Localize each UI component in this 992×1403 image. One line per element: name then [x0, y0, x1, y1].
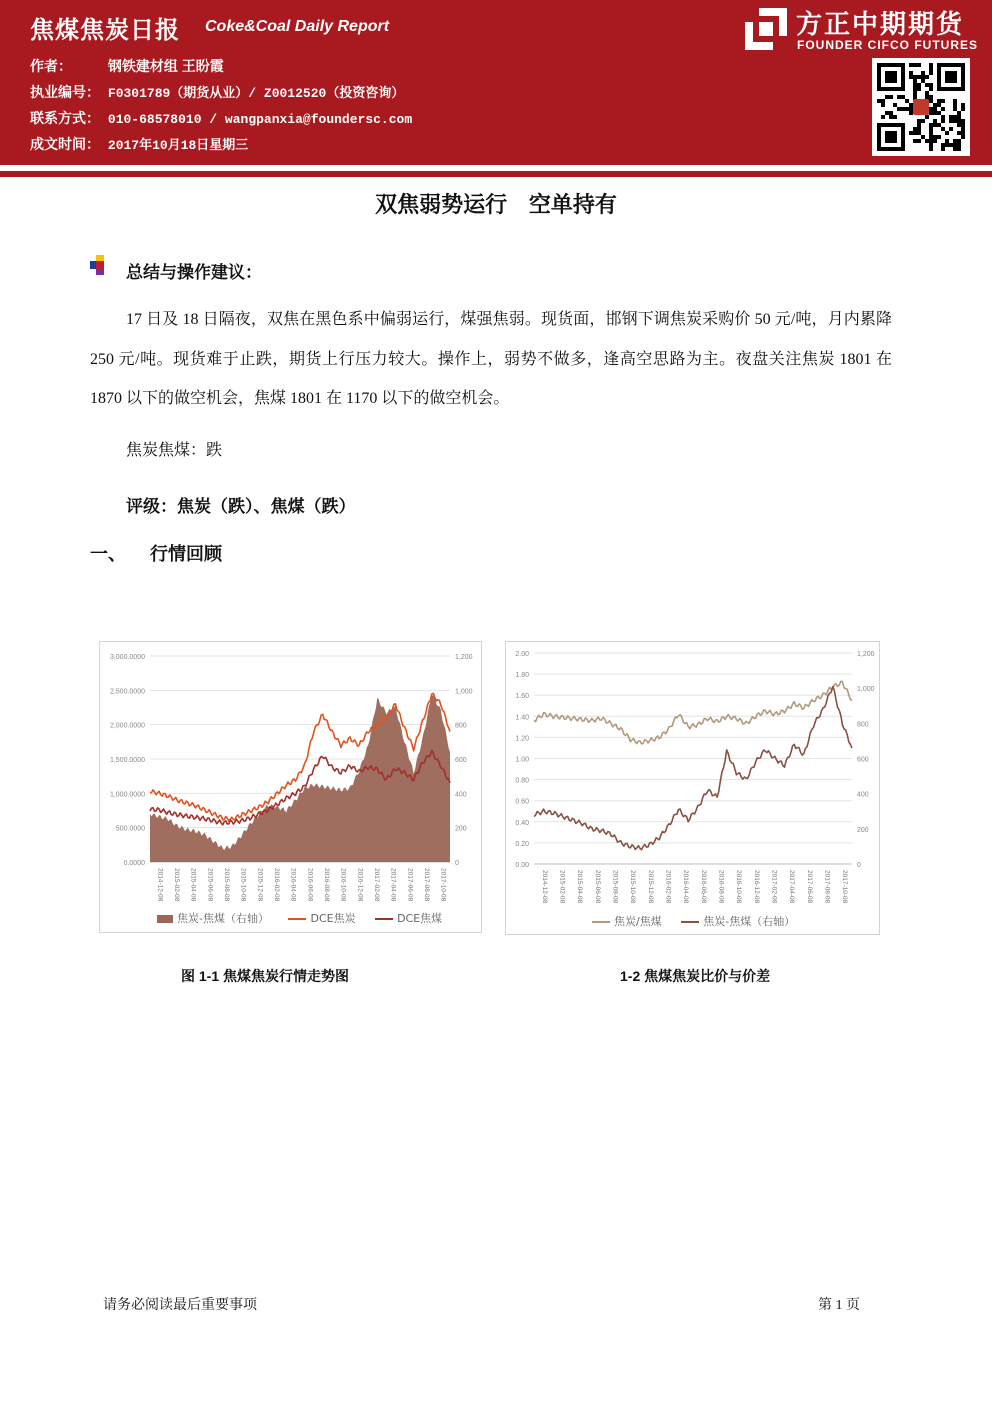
qr-module	[925, 139, 929, 143]
qr-module	[941, 119, 945, 123]
qr-module	[909, 111, 913, 115]
qr-module	[957, 123, 961, 127]
qr-module	[913, 75, 917, 79]
x-tick-label: 2014-12-08	[540, 870, 548, 904]
qr-module	[949, 119, 953, 123]
x-tick-label: 2015-06-08	[206, 868, 214, 902]
section-bullet-icon	[90, 255, 110, 275]
date-row	[30, 134, 248, 154]
qr-finder-core	[945, 71, 957, 83]
summary-paragraph: 17 日及 18 日隔夜，双焦在黑色系中偏弱运行，煤强焦弱。现货面，邯钢下调焦炭采购价 50 元/吨，月内累降 250 元/吨。现货难于止跌，期货上行压力较大。操作上，弱势不做多，逢高空思路为主。夜盘关注焦炭 1801 在 1870 以下的做空机会，焦煤 1801 在 1170 以下的做空机会。	[90, 311, 892, 407]
qr-module	[913, 139, 917, 143]
qr-module	[909, 107, 913, 111]
qr-module	[925, 83, 929, 87]
chart-1-legend	[157, 910, 458, 926]
qr-module	[945, 139, 949, 143]
qr-module	[929, 99, 933, 103]
qr-module	[929, 111, 933, 115]
brand-name-cn: 方正中期期货	[796, 10, 965, 40]
qr-module	[961, 119, 965, 123]
y-left-tick-label: 1.00	[515, 756, 529, 764]
qr-module	[901, 95, 905, 99]
qr-module	[913, 87, 917, 91]
x-tick-label: 2017-08-08	[423, 868, 430, 902]
legend-swatch	[592, 921, 610, 923]
qr-module	[937, 111, 941, 115]
license-label: 执业编号：	[30, 84, 100, 100]
x-tick-label: 2015-04-08	[576, 870, 584, 904]
qr-module	[889, 95, 893, 99]
qr-module	[925, 75, 929, 79]
qr-module	[917, 131, 921, 135]
x-tick-label: 2017-10-08	[439, 868, 447, 902]
y-right-tick-label: 1,200	[455, 654, 473, 661]
x-tick-label: 2015-12-08	[646, 870, 654, 904]
x-tick-label: 2016-10-08	[339, 868, 347, 902]
y-left-tick-label: 2,000.0000	[109, 722, 145, 730]
qr-module	[893, 115, 897, 119]
qr-module	[881, 99, 885, 103]
chart-ratio-spread	[505, 641, 880, 935]
qr-module	[929, 139, 933, 143]
chart-2-legend	[592, 913, 811, 929]
chart-1-plot	[100, 642, 481, 932]
author-label: 作者：	[30, 58, 72, 74]
qr-module	[917, 119, 921, 123]
legend-label: DCE焦煤	[397, 912, 443, 925]
qr-code-icon	[872, 58, 970, 156]
x-tick-label: 2017-02-08	[373, 868, 380, 902]
x-tick-label: 2016-12-08	[752, 870, 760, 904]
qr-module	[913, 127, 917, 131]
page-number: 第 1 页	[818, 1298, 860, 1313]
x-tick-label: 2014-12-08	[156, 868, 164, 902]
y-right-tick-label: 800	[455, 722, 467, 730]
date-value: 2017年10月18日星期三	[107, 138, 249, 153]
qr-module	[925, 115, 929, 119]
qr-module	[933, 123, 937, 127]
qr-module	[945, 143, 949, 147]
y-right-tick-label: 1,000	[455, 688, 473, 696]
x-tick-label: 2016-04-08	[682, 870, 690, 904]
qr-module	[929, 95, 933, 99]
y-left-tick-label: 0.00	[515, 862, 529, 869]
legend-item-spread	[681, 913, 795, 929]
qr-module	[909, 75, 913, 79]
qr-module	[909, 63, 913, 67]
y-right-tick-label: 0	[857, 862, 861, 869]
legend-swatch	[157, 915, 173, 923]
qr-module	[953, 115, 957, 119]
qr-module	[937, 99, 941, 103]
x-tick-label: 2016-08-08	[717, 870, 725, 904]
x-tick-label: 2016-08-08	[323, 868, 330, 902]
brand-name-en: FOUNDER CIFCO FUTURES	[797, 38, 978, 52]
y-right-tick-label: 0	[455, 860, 459, 867]
qr-module	[917, 63, 921, 67]
x-tick-label: 2016-06-08	[306, 868, 314, 902]
qr-module	[949, 143, 953, 147]
series-line-1	[534, 687, 852, 850]
qr-module	[917, 123, 921, 127]
qr-module	[953, 107, 957, 111]
qr-module	[949, 127, 953, 131]
qr-module	[953, 103, 957, 107]
qr-module	[921, 119, 925, 123]
main-title: 双焦弱势运行 空单持有	[375, 193, 617, 218]
qr-module	[925, 91, 929, 95]
qr-module	[917, 127, 921, 131]
qr-module	[885, 111, 889, 115]
qr-finder-core	[885, 131, 897, 143]
qr-module	[953, 119, 957, 123]
y-right-tick-label: 800	[857, 721, 869, 729]
qr-module	[953, 99, 957, 103]
qr-module	[929, 131, 933, 135]
qr-module	[929, 123, 933, 127]
y-left-tick-label: 1.80	[515, 672, 529, 680]
qr-module	[941, 143, 945, 147]
y-left-tick-label: 0.60	[515, 798, 529, 806]
qr-module	[877, 99, 881, 103]
qr-module	[893, 103, 897, 107]
legend-swatch	[288, 918, 306, 920]
y-left-tick-label: 1,500.0000	[109, 757, 145, 764]
y-left-tick-label: 0.0000	[123, 860, 145, 867]
qr-module	[917, 87, 921, 91]
qr-module	[929, 71, 933, 75]
qr-module	[881, 103, 885, 107]
qr-module	[933, 103, 937, 107]
y-left-tick-label: 3,000.0000	[109, 654, 145, 661]
author-row	[30, 56, 224, 76]
x-tick-label: 2017-02-08	[770, 870, 778, 904]
x-tick-label: 2015-08-08	[611, 870, 619, 904]
section-heading-market-review	[90, 540, 222, 566]
qr-module	[933, 135, 937, 139]
y-right-tick-label: 600	[857, 756, 869, 764]
qr-module	[961, 107, 965, 111]
x-tick-label: 2015-06-08	[593, 870, 601, 904]
y-right-tick-label: 1,000	[857, 686, 875, 694]
x-tick-label: 2015-08-08	[223, 868, 230, 902]
y-left-tick-label: 1,000.0000	[109, 791, 145, 799]
series-line-0	[534, 681, 852, 744]
qr-module	[941, 115, 945, 119]
license-row	[30, 82, 404, 102]
qr-module	[909, 71, 913, 75]
qr-module	[937, 103, 941, 107]
qr-module	[929, 63, 933, 67]
chart-2-plot	[506, 642, 879, 934]
x-tick-label: 2017-06-08	[805, 870, 813, 904]
qr-module	[929, 67, 933, 71]
legend-item-coke	[288, 910, 355, 926]
qr-module	[929, 135, 933, 139]
qr-module	[941, 147, 945, 151]
y-right-tick-label: 400	[455, 791, 467, 799]
rating-line: 评级：焦炭（跌）、焦煤（跌）	[126, 497, 356, 517]
qr-module	[921, 79, 925, 83]
x-tick-label: 2016-02-08	[664, 870, 672, 904]
qr-module	[933, 107, 937, 111]
qr-module	[913, 91, 917, 95]
x-tick-label: 2017-04-08	[788, 870, 796, 904]
qr-module	[897, 95, 901, 99]
y-right-tick-label: 200	[857, 826, 869, 834]
x-tick-label: 2016-10-08	[735, 870, 743, 904]
y-right-tick-label: 600	[455, 757, 467, 764]
qr-module	[957, 139, 961, 143]
qr-module	[937, 123, 941, 127]
legend-label: 焦炭/焦煤	[614, 915, 662, 928]
x-tick-label: 2017-06-08	[406, 868, 414, 902]
section-title: 行情回顾	[150, 544, 222, 565]
qr-module	[957, 131, 961, 135]
contact-value: 010-68578010 / wangpanxia@foundersc.com	[107, 112, 413, 127]
qr-module	[921, 135, 925, 139]
qr-module	[933, 119, 937, 123]
qr-module	[929, 107, 933, 111]
y-left-tick-label: 0.80	[515, 777, 529, 785]
qr-module	[961, 127, 965, 131]
license-value: F0301789（期货从业）/ Z0012520（投资咨询）	[107, 86, 405, 101]
legend-item-coal	[375, 910, 442, 926]
qr-module	[889, 115, 893, 119]
outlook-line: 焦炭焦煤：跌	[126, 442, 223, 459]
qr-module	[917, 139, 921, 143]
qr-module	[957, 115, 961, 119]
qr-module	[929, 83, 933, 87]
qr-module	[961, 103, 965, 107]
x-tick-label: 2017-08-08	[823, 870, 831, 904]
series-area-0	[150, 695, 450, 862]
qr-module	[913, 79, 917, 83]
contact-label: 联系方式：	[30, 110, 100, 126]
qr-module	[905, 107, 909, 111]
qr-module	[909, 131, 913, 135]
qr-module	[929, 147, 933, 151]
author-value: 钢铁建材组 王盼霞	[107, 58, 224, 74]
legend-swatch	[375, 918, 393, 920]
qr-module	[941, 99, 945, 103]
chart-1-caption: 图 1-1 焦煤焦炭行情走势图	[181, 968, 350, 984]
x-tick-label: 2015-10-08	[239, 868, 247, 902]
qr-module	[921, 71, 925, 75]
qr-module	[913, 63, 917, 67]
qr-module	[885, 95, 889, 99]
brand-logo-icon	[745, 8, 787, 50]
legend-item-spread	[157, 910, 269, 926]
x-tick-label: 2015-12-08	[256, 868, 264, 902]
qr-module	[913, 95, 917, 99]
x-tick-label: 2016-12-08	[356, 868, 364, 902]
legend-label: 焦炭-焦煤（右轴）	[177, 912, 269, 925]
qr-module	[929, 87, 933, 91]
report-title-en: Coke&Coal Daily Report	[205, 18, 390, 35]
qr-module	[953, 139, 957, 143]
report-header	[0, 0, 992, 165]
qr-center-logo	[913, 99, 929, 115]
x-tick-label: 2016-06-08	[699, 870, 707, 904]
footer-notice: 请务必阅读最后重要事项	[103, 1298, 257, 1313]
qr-module	[957, 147, 961, 151]
y-right-tick-label: 200	[455, 825, 467, 833]
qr-module	[961, 123, 965, 127]
qr-module	[897, 107, 901, 111]
x-tick-label: 2017-04-08	[389, 868, 397, 902]
qr-module	[917, 83, 921, 87]
x-tick-label: 2015-02-08	[558, 870, 566, 904]
x-tick-label: 2016-04-08	[289, 868, 297, 902]
summary-heading: 总结与操作建议：	[126, 263, 262, 283]
date-label: 成文时间：	[30, 136, 100, 152]
qr-module	[921, 75, 925, 79]
qr-module	[909, 103, 913, 107]
qr-module	[937, 135, 941, 139]
y-left-tick-label: 1.60	[515, 693, 529, 701]
qr-module	[957, 111, 961, 115]
legend-label: DCE焦炭	[310, 912, 356, 925]
y-right-tick-label: 400	[857, 791, 869, 799]
chart-2-caption: 1-2 焦煤焦炭比价与价差	[620, 968, 771, 984]
y-left-tick-label: 2.00	[515, 651, 529, 658]
y-left-tick-label: 500.0000	[115, 825, 145, 833]
qr-module	[949, 115, 953, 119]
qr-module	[933, 139, 937, 143]
legend-label: 焦炭-焦煤（右轴）	[703, 915, 796, 928]
qr-module	[881, 115, 885, 119]
contact-row	[30, 108, 412, 128]
qr-module	[929, 127, 933, 131]
qr-module	[905, 99, 909, 103]
qr-module	[953, 143, 957, 147]
x-tick-label: 2015-10-08	[629, 870, 637, 904]
qr-module	[933, 111, 937, 115]
qr-module	[957, 119, 961, 123]
qr-finder-core	[885, 71, 897, 83]
y-left-tick-label: 2,500.0000	[109, 688, 145, 696]
qr-module	[941, 107, 945, 111]
y-left-tick-label: 1.40	[515, 714, 529, 722]
y-left-tick-label: 0.20	[515, 840, 529, 848]
qr-module	[913, 131, 917, 135]
qr-module	[925, 95, 929, 99]
qr-module	[929, 143, 933, 147]
qr-module	[961, 135, 965, 139]
qr-module	[941, 127, 945, 131]
x-tick-label: 2017-10-08	[841, 870, 849, 904]
y-left-tick-label: 1.20	[515, 735, 529, 743]
qr-module	[957, 143, 961, 147]
legend-swatch	[681, 921, 699, 923]
x-tick-label: 2015-04-08	[189, 868, 197, 902]
qr-module	[953, 147, 957, 151]
header-divider	[0, 171, 992, 177]
section-number: 一、	[90, 544, 126, 565]
x-tick-label: 2016-02-08	[273, 868, 280, 902]
x-tick-label: 2015-02-08	[173, 868, 180, 902]
qr-module	[917, 75, 921, 79]
qr-module	[945, 131, 949, 135]
chart-coke-coal-trend	[99, 641, 482, 933]
report-title: 焦煤焦炭日报	[30, 16, 180, 44]
qr-module	[889, 111, 893, 115]
qr-module	[901, 107, 905, 111]
y-left-tick-label: 0.40	[515, 819, 529, 827]
legend-item-ratio	[592, 913, 662, 929]
qr-module	[913, 83, 917, 87]
y-right-tick-label: 1,200	[857, 651, 875, 658]
qr-module	[961, 131, 965, 135]
